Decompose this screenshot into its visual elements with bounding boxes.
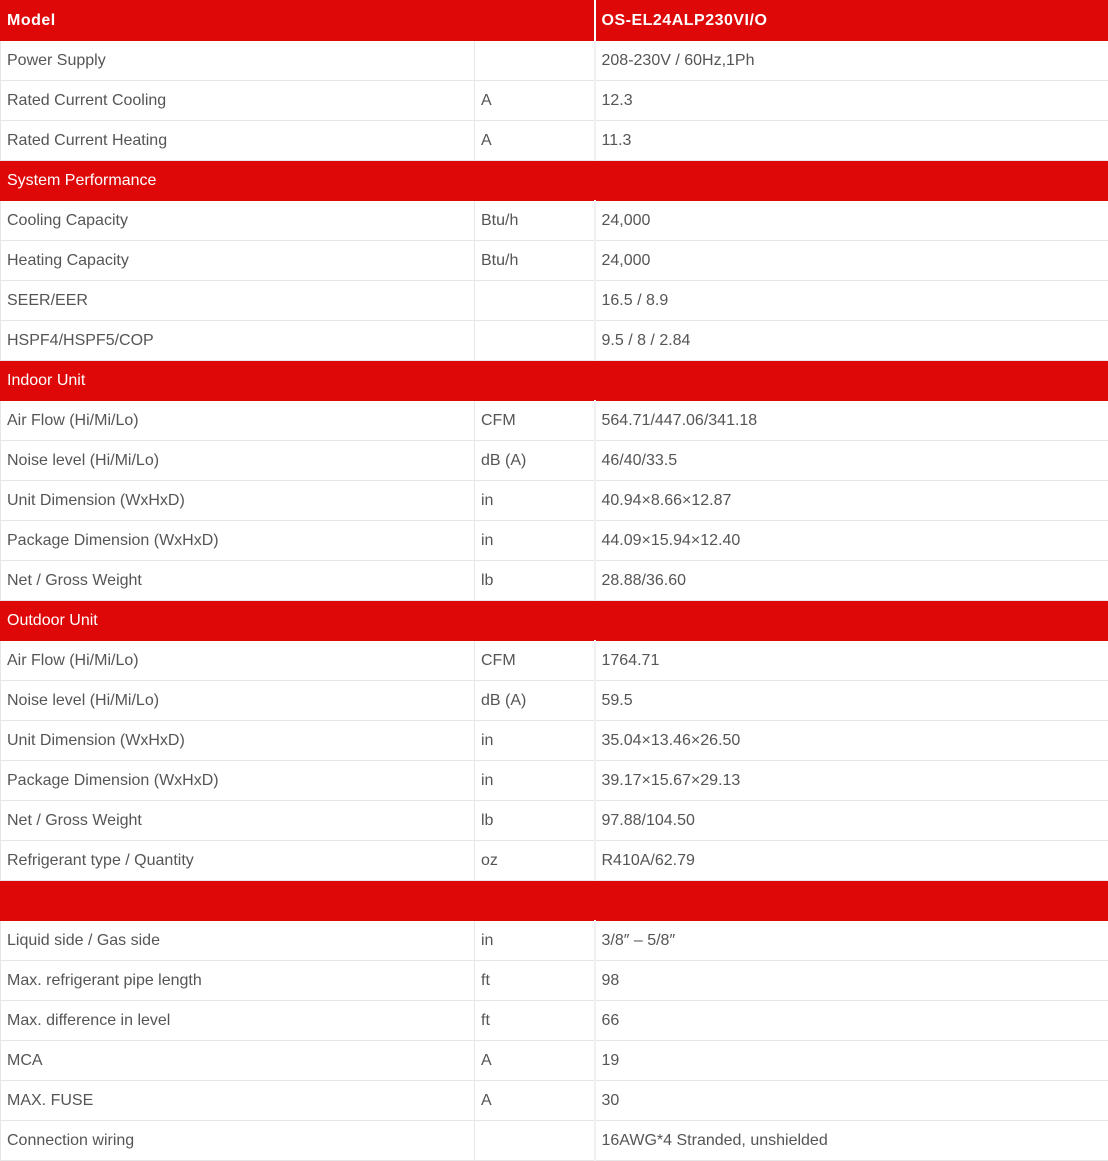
param-cell: MCA xyxy=(1,1041,475,1081)
model-header-row xyxy=(1,1,1108,41)
param-cell: SEER/EER xyxy=(1,281,475,321)
param-cell: Noise level (Hi/Mi/Lo) xyxy=(1,441,475,481)
unit-cell: in xyxy=(475,481,595,521)
table-row xyxy=(1,121,1108,161)
param-cell: Max. difference in level xyxy=(1,1001,475,1041)
unit-cell: Btu/h xyxy=(475,201,595,241)
table-row xyxy=(1,481,1108,521)
table-row xyxy=(1,401,1108,441)
section-title: Outdoor Unit xyxy=(1,601,1108,641)
unit-cell xyxy=(475,281,595,321)
table-row xyxy=(1,1001,1108,1041)
unit-cell: lb xyxy=(475,561,595,601)
value-cell: 16AWG*4 Stranded, unshielded xyxy=(595,1121,1108,1161)
value-cell: 1764.71 xyxy=(595,641,1108,681)
value-cell: 97.88/104.50 xyxy=(595,801,1108,841)
value-cell: 16.5 / 8.9 xyxy=(595,281,1108,321)
table-row xyxy=(1,321,1108,361)
param-cell: HSPF4/HSPF5/COP xyxy=(1,321,475,361)
table-row xyxy=(1,921,1108,961)
value-cell: 24,000 xyxy=(595,201,1108,241)
section-title: Indoor Unit xyxy=(1,361,1108,401)
param-cell: Noise level (Hi/Mi/Lo) xyxy=(1,681,475,721)
unit-cell: lb xyxy=(475,801,595,841)
unit-cell: A xyxy=(475,1041,595,1081)
table-row xyxy=(1,441,1108,481)
param-cell: Refrigerant type / Quantity xyxy=(1,841,475,881)
table-row xyxy=(1,41,1108,81)
value-cell: 59.5 xyxy=(595,681,1108,721)
param-cell: Cooling Capacity xyxy=(1,201,475,241)
table-row xyxy=(1,1121,1108,1161)
table-row xyxy=(1,1041,1108,1081)
unit-cell xyxy=(475,41,595,81)
value-cell: 98 xyxy=(595,961,1108,1001)
param-cell: Rated Current Cooling xyxy=(1,81,475,121)
section-title: System Performance xyxy=(1,161,1108,201)
table-row xyxy=(1,281,1108,321)
unit-cell: in xyxy=(475,721,595,761)
param-cell: Connection wiring xyxy=(1,1121,475,1161)
section-header-row xyxy=(1,601,1108,641)
value-cell: 30 xyxy=(595,1081,1108,1121)
unit-cell xyxy=(475,1121,595,1161)
param-cell: Max. refrigerant pipe length xyxy=(1,961,475,1001)
table-row xyxy=(1,761,1108,801)
section-header-row xyxy=(1,161,1108,201)
param-cell: Package Dimension (WxHxD) xyxy=(1,521,475,561)
value-cell: 24,000 xyxy=(595,241,1108,281)
unit-cell: Btu/h xyxy=(475,241,595,281)
section-header-row xyxy=(1,881,1108,921)
section-header-row xyxy=(1,361,1108,401)
spec-table-body xyxy=(1,1,1108,1161)
value-cell: 208-230V / 60Hz,1Ph xyxy=(595,41,1108,81)
param-cell: MAX. FUSE xyxy=(1,1081,475,1121)
value-cell: 19 xyxy=(595,1041,1108,1081)
table-row xyxy=(1,241,1108,281)
table-row xyxy=(1,521,1108,561)
value-cell: 39.17×15.67×29.13 xyxy=(595,761,1108,801)
unit-cell: oz xyxy=(475,841,595,881)
value-cell: 11.3 xyxy=(595,121,1108,161)
value-cell: 9.5 / 8 / 2.84 xyxy=(595,321,1108,361)
unit-cell xyxy=(475,321,595,361)
param-cell: Rated Current Heating xyxy=(1,121,475,161)
param-cell: Net / Gross Weight xyxy=(1,801,475,841)
table-row xyxy=(1,641,1108,681)
param-cell: Heating Capacity xyxy=(1,241,475,281)
unit-cell: CFM xyxy=(475,641,595,681)
value-cell: 3/8″ – 5/8″ xyxy=(595,921,1108,961)
param-cell: Air Flow (Hi/Mi/Lo) xyxy=(1,641,475,681)
table-row xyxy=(1,561,1108,601)
table-row xyxy=(1,1081,1108,1121)
table-row xyxy=(1,201,1108,241)
table-row xyxy=(1,961,1108,1001)
param-cell: Net / Gross Weight xyxy=(1,561,475,601)
param-cell: Air Flow (Hi/Mi/Lo) xyxy=(1,401,475,441)
value-cell: 35.04×13.46×26.50 xyxy=(595,721,1108,761)
value-cell: 40.94×8.66×12.87 xyxy=(595,481,1108,521)
value-cell: R410A/62.79 xyxy=(595,841,1108,881)
value-cell: 46/40/33.5 xyxy=(595,441,1108,481)
param-cell: Unit Dimension (WxHxD) xyxy=(1,481,475,521)
value-cell: 564.71/447.06/341.18 xyxy=(595,401,1108,441)
table-row xyxy=(1,681,1108,721)
model-value: OS-EL24ALP230VI/O xyxy=(595,1,1108,41)
section-title xyxy=(1,881,1108,921)
unit-cell: in xyxy=(475,521,595,561)
table-row xyxy=(1,721,1108,761)
unit-cell: dB (A) xyxy=(475,441,595,481)
value-cell: 28.88/36.60 xyxy=(595,561,1108,601)
param-cell: Package Dimension (WxHxD) xyxy=(1,761,475,801)
table-row xyxy=(1,801,1108,841)
model-label: Model xyxy=(1,1,595,41)
unit-cell: A xyxy=(475,1081,595,1121)
unit-cell: A xyxy=(475,81,595,121)
unit-cell: ft xyxy=(475,961,595,1001)
value-cell: 12.3 xyxy=(595,81,1108,121)
table-row xyxy=(1,81,1108,121)
unit-cell: ft xyxy=(475,1001,595,1041)
unit-cell: dB (A) xyxy=(475,681,595,721)
table-row xyxy=(1,841,1108,881)
unit-cell: A xyxy=(475,121,595,161)
unit-cell: in xyxy=(475,761,595,801)
param-cell: Unit Dimension (WxHxD) xyxy=(1,721,475,761)
unit-cell: CFM xyxy=(475,401,595,441)
unit-cell: in xyxy=(475,921,595,961)
param-cell: Liquid side / Gas side xyxy=(1,921,475,961)
value-cell: 44.09×15.94×12.40 xyxy=(595,521,1108,561)
value-cell: 66 xyxy=(595,1001,1108,1041)
param-cell: Power Supply xyxy=(1,41,475,81)
